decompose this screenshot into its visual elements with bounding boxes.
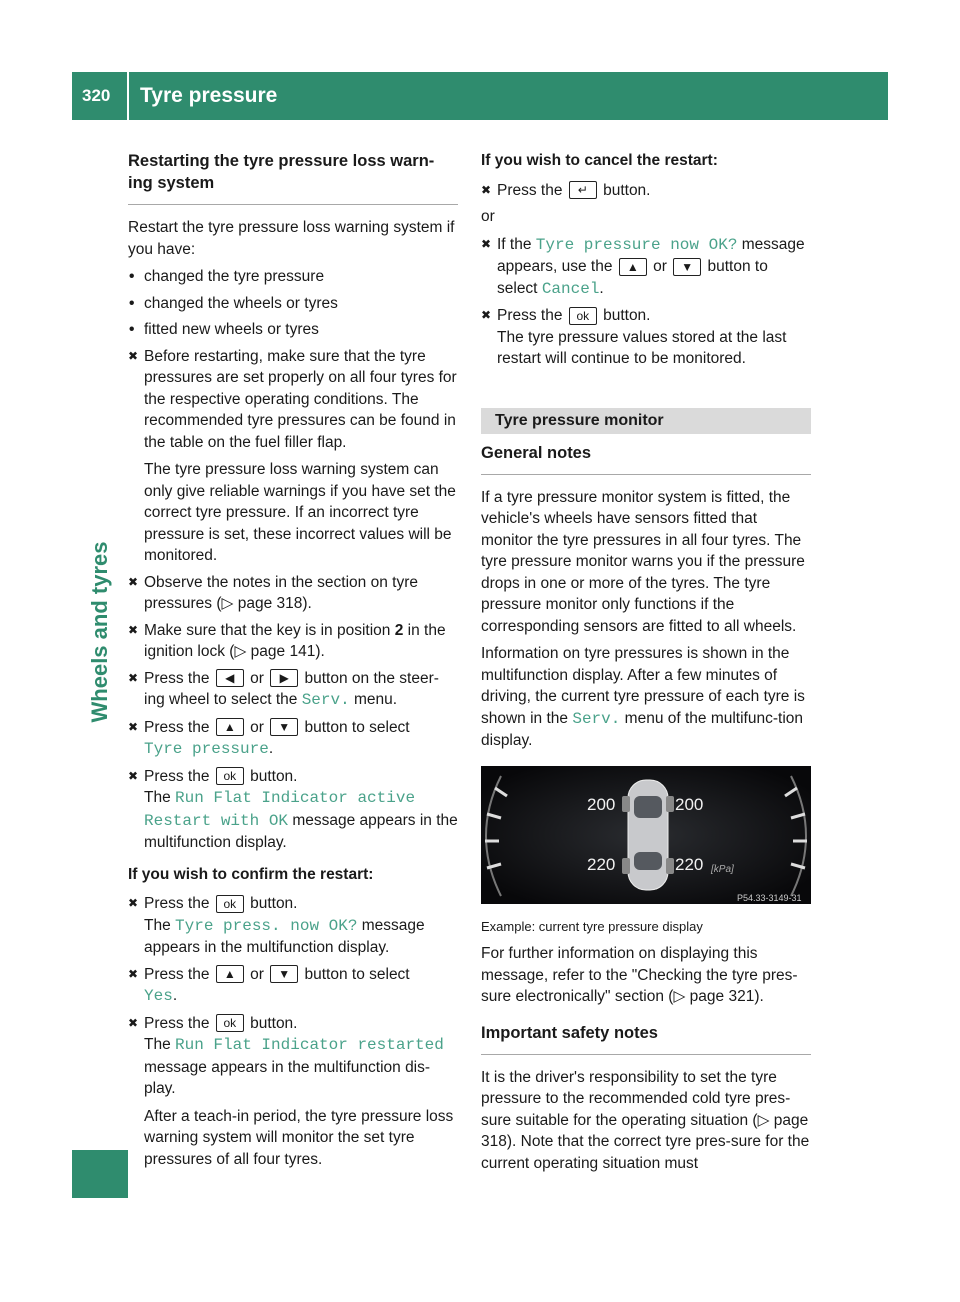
side-marker xyxy=(72,1150,128,1198)
safety-heading: Important safety notes xyxy=(481,1023,658,1042)
step-text: message appears in the multifunction dis-play. xyxy=(144,1058,431,1097)
step xyxy=(128,717,458,761)
display-text: Tyre pressure xyxy=(144,740,269,758)
up-button-icon: ▲ xyxy=(216,965,244,983)
step-text: button. xyxy=(245,1014,298,1032)
car-icon xyxy=(622,780,674,890)
display-text: Cancel xyxy=(541,279,600,298)
left-column xyxy=(128,150,458,1175)
ok-button-icon: ok xyxy=(216,895,244,913)
back-button-icon: ↵ xyxy=(569,181,597,199)
step-note: After a teach-in period, the tyre pressure loss warning system will monitor the set tyre pressures of all four tyres. xyxy=(144,1107,454,1168)
pressure-unit: [kPa] xyxy=(711,863,734,875)
step-text: The xyxy=(144,1036,176,1053)
heading-rule xyxy=(481,1054,811,1055)
step-text: . xyxy=(268,740,274,757)
body-span: Information on tyre pressures is shown in the multifunction display. After a few minutes of driving, the current tyre pressure of each tyre is shown in the xyxy=(481,645,805,727)
step-text: message appears in the multifunction display. xyxy=(144,811,458,851)
step-text: Press the xyxy=(144,767,214,785)
down-button-icon: ▼ xyxy=(270,718,298,736)
intro-text: Restart the tyre pressure loss warning system if you have: xyxy=(128,219,455,258)
step xyxy=(128,346,458,567)
key-position: 2 xyxy=(394,621,404,639)
step-text: button. xyxy=(245,767,298,785)
step xyxy=(481,234,811,301)
step-text: Make sure that the key is in position xyxy=(144,621,395,639)
heading-rule xyxy=(481,474,811,475)
step-note: The tyre pressure loss warning system can only give reliable warnings if you have set the correct tyre pressure. If an incorrect tyre pressure is set, these incorrect values will be monitored. xyxy=(144,461,456,564)
down-button-icon: ▼ xyxy=(673,258,701,276)
display-text: Run Flat Indicator active xyxy=(175,789,416,807)
page-title: Tyre pressure xyxy=(140,84,278,107)
image-code: P54.33-3149-31 xyxy=(737,892,802,903)
display-text: Serv. xyxy=(572,709,621,728)
or-text: or xyxy=(481,208,495,225)
display-text: Tyre press. now OK? xyxy=(175,916,358,935)
step xyxy=(128,668,458,712)
body-text xyxy=(481,643,811,752)
section-bar-monitor: Tyre pressure monitor xyxy=(481,408,811,434)
step-text: The tyre pressure values stored at the last restart will continue to be monitored. xyxy=(497,328,787,367)
step-text: button. xyxy=(598,181,651,199)
pressure-rear-left: 220 xyxy=(587,854,616,874)
up-button-icon: ▲ xyxy=(216,718,244,736)
step xyxy=(128,766,458,854)
step-text: Press the xyxy=(144,669,214,687)
list-item: • changed the wheels or tyres xyxy=(128,293,458,315)
step-text: The xyxy=(144,916,176,934)
general-notes-heading: General notes xyxy=(481,443,592,462)
display-text: Serv. xyxy=(301,691,350,709)
down-button-icon: ▼ xyxy=(270,965,298,983)
cancel-heading: If you wish to cancel the restart: xyxy=(481,152,718,169)
step-text: Press the xyxy=(144,718,214,736)
body-span: menu of the multifunc-tion display. xyxy=(481,709,804,749)
step-text: in the ignition lock (▷ page 141). xyxy=(144,621,446,660)
pressure-rear-right: 220 xyxy=(675,854,704,874)
step-text: button to select xyxy=(497,258,768,297)
step-text: message appears in the multifunction display. xyxy=(144,916,425,956)
step-text: Before restarting, make sure that the tyre pressures are set properly on all four tyres for the respective operating conditions. The recommended tyre pressures can be found in the table on the fuel filler flap. xyxy=(144,347,457,451)
pressure-front-right: 200 xyxy=(675,794,704,814)
step-text: button to select xyxy=(300,718,410,736)
display-text: Yes xyxy=(144,987,173,1005)
body-text: It is the driver's responsibility to set the tyre pressure to the recommended cold tyre pres-sure suitable for the operating situation (▷ page 318). Note that the correct tyre pres-sure for the current operating situation must xyxy=(481,1068,810,1172)
page-number: 320 xyxy=(82,86,111,105)
section-heading-restart: Restarting the tyre pressure loss warn-ing system xyxy=(128,152,435,192)
tyre-pressure-display-photo xyxy=(481,766,811,904)
step xyxy=(481,180,811,202)
step-text: or xyxy=(245,718,269,736)
step-text: button on the steer-ing wheel to select the xyxy=(144,669,439,708)
step-text: or xyxy=(245,965,269,983)
confirm-heading: If you wish to confirm the restart: xyxy=(128,865,374,883)
display-text: Run Flat Indicator restarted xyxy=(175,1036,444,1054)
up-button-icon: ▲ xyxy=(619,258,647,276)
step-text: . xyxy=(172,987,178,1004)
step-text: button to select xyxy=(300,965,410,983)
body-text: If a tyre pressure monitor system is fitted, the vehicle's wheels have sensors fitted that monitor the tyre pressures in all four tyres. The tyre pressure monitor warns you if the pressure drops in one or more of the tyres. The tyre pressure monitor only functions if the corresponding sensors are fitted to all wheels. xyxy=(481,488,805,635)
ok-button-icon: ok xyxy=(216,767,244,785)
step xyxy=(128,620,458,663)
step-text: If the xyxy=(497,235,536,253)
step-text: menu. xyxy=(349,691,398,708)
display-text: Restart with OK xyxy=(144,811,289,830)
ok-button-icon: ok xyxy=(216,1014,244,1032)
list-item: • changed the tyre pressure xyxy=(128,266,458,288)
side-tab-label: Wheels and tyres xyxy=(87,541,112,723)
step-text: button. xyxy=(245,895,298,912)
step-text: Press the xyxy=(497,181,567,199)
step-text: Press the xyxy=(144,1014,214,1032)
left-button-icon: ◀ xyxy=(216,669,244,687)
display-text: Tyre pressure now OK? xyxy=(535,235,738,254)
heading-rule xyxy=(128,204,458,205)
step-text: button. xyxy=(598,307,651,324)
instrument-cluster-image xyxy=(481,766,811,904)
step-text: Press the xyxy=(497,307,567,324)
ok-button-icon: ok xyxy=(569,307,597,325)
step-text: Press the xyxy=(144,965,214,983)
right-column xyxy=(481,150,811,1180)
step-text: or xyxy=(245,669,269,687)
step xyxy=(128,964,458,1008)
right-button-icon: ▶ xyxy=(270,669,298,687)
step-text: . xyxy=(599,279,604,297)
step-text: message appears, use the xyxy=(497,235,805,275)
step-text: Press the xyxy=(144,895,214,912)
step-text: The xyxy=(144,789,176,806)
header-divider xyxy=(127,72,129,120)
list-item: • fitted new wheels or tyres xyxy=(128,319,458,341)
step xyxy=(481,305,811,370)
step xyxy=(128,1013,458,1171)
step xyxy=(128,893,458,959)
body-text: For further information on displaying this message, refer to the "Checking the tyre pres-sure electronically" section (▷ page 321). xyxy=(481,945,798,1005)
image-caption: Example: current tyre pressure display xyxy=(481,918,703,934)
step-text: or xyxy=(648,258,672,275)
step: ✖ Observe the notes in the section on tyre pressures (▷ page 318). xyxy=(128,572,458,615)
pressure-front-left: 200 xyxy=(587,794,616,814)
